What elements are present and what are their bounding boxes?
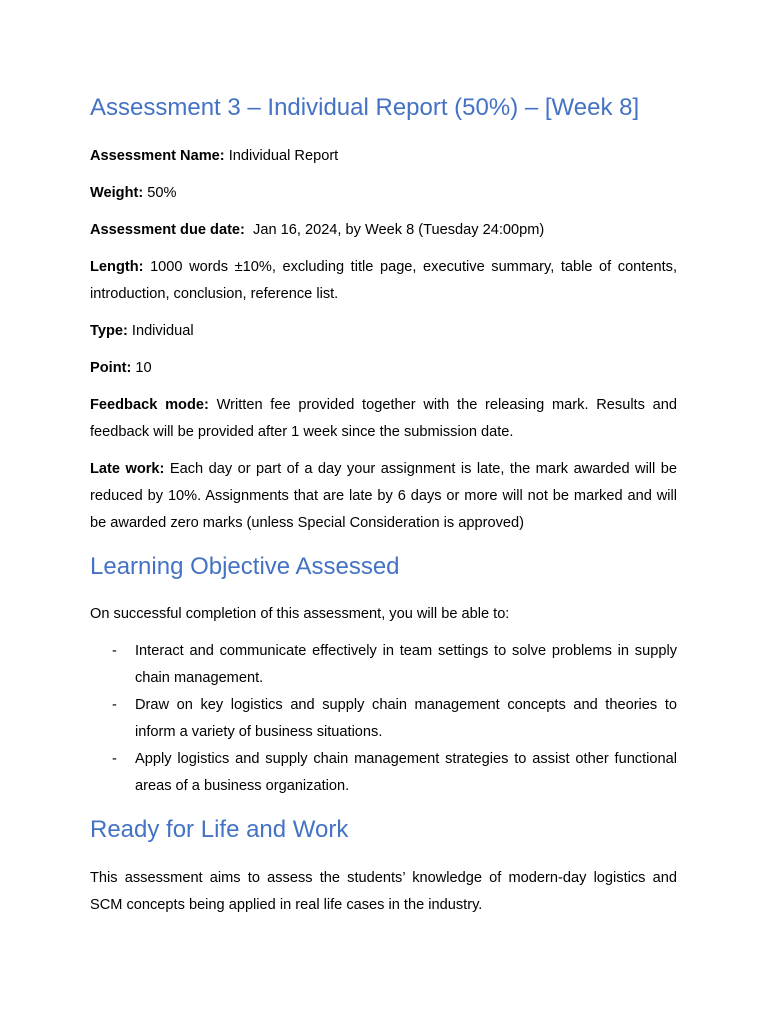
list-item-text: Interact and communicate effectively in team settings to solve problems in supply chain management. (135, 643, 677, 686)
field-value: 50% (143, 185, 177, 201)
field-label: Assessment Name: (90, 148, 225, 164)
list-item-text: Apply logistics and supply chain management strategies to assist other functional areas of a business organization. (135, 751, 677, 794)
field-due-date (90, 217, 677, 244)
objectives-heading: Learning Objective Assessed (90, 553, 400, 580)
list-item (90, 692, 677, 746)
field-weight (90, 180, 677, 207)
list-bullet: - (112, 697, 117, 713)
ready-text: This assessment aims to assess the students’ knowledge of modern-day logistics and SCM concepts being applied in real life cases in the industry. (90, 870, 677, 913)
field-label: Point: (90, 360, 132, 376)
field-label: Type: (90, 323, 128, 339)
field-type (90, 318, 677, 345)
field-value: Individual Report (224, 148, 339, 164)
ready-heading: Ready for Life and Work (90, 816, 349, 843)
field-label: Assessment due date: (90, 222, 245, 238)
field-value: Individual (127, 323, 194, 339)
field-value: Written fee provided together with the releasing mark. Results and feedback will be provided after 1 week since the submission date. (90, 397, 677, 440)
list-bullet: - (112, 643, 117, 659)
list-item-text: Draw on key logistics and supply chain management concepts and theories to inform a variety of business situations. (135, 697, 677, 740)
field-value: Each day or part of a day your assignment is late, the mark awarded will be reduced by 10%. Assignments that are late by 6 days or more will not be marked and will be awarded zero marks (unless Special Consideration is approved) (90, 461, 677, 531)
field-label: Late work: (90, 461, 165, 477)
field-point (90, 355, 677, 382)
list-item (90, 638, 677, 692)
field-assessment-name (90, 143, 677, 170)
page-title: Assessment 3 – Individual Report (50%) – [Week 8] (90, 94, 640, 121)
list-bullet: - (112, 751, 117, 767)
objectives-intro: On successful completion of this assessment, you will be able to: (90, 606, 510, 622)
field-label: Length: (90, 259, 144, 275)
field-value: Jan 16, 2024, by Week 8 (Tuesday 24:00pm) (244, 222, 545, 238)
field-value: 1000 words ±10%, excluding title page, executive summary, table of contents, introduction, conclusion, reference list. (90, 259, 677, 302)
field-label: Feedback mode: (90, 397, 209, 413)
field-value: 10 (131, 360, 152, 376)
field-feedback-mode (90, 392, 677, 446)
field-length (90, 254, 677, 308)
objectives-list (90, 638, 677, 800)
field-late-work (90, 456, 677, 537)
field-label: Weight: (90, 185, 144, 201)
list-item (90, 746, 677, 800)
